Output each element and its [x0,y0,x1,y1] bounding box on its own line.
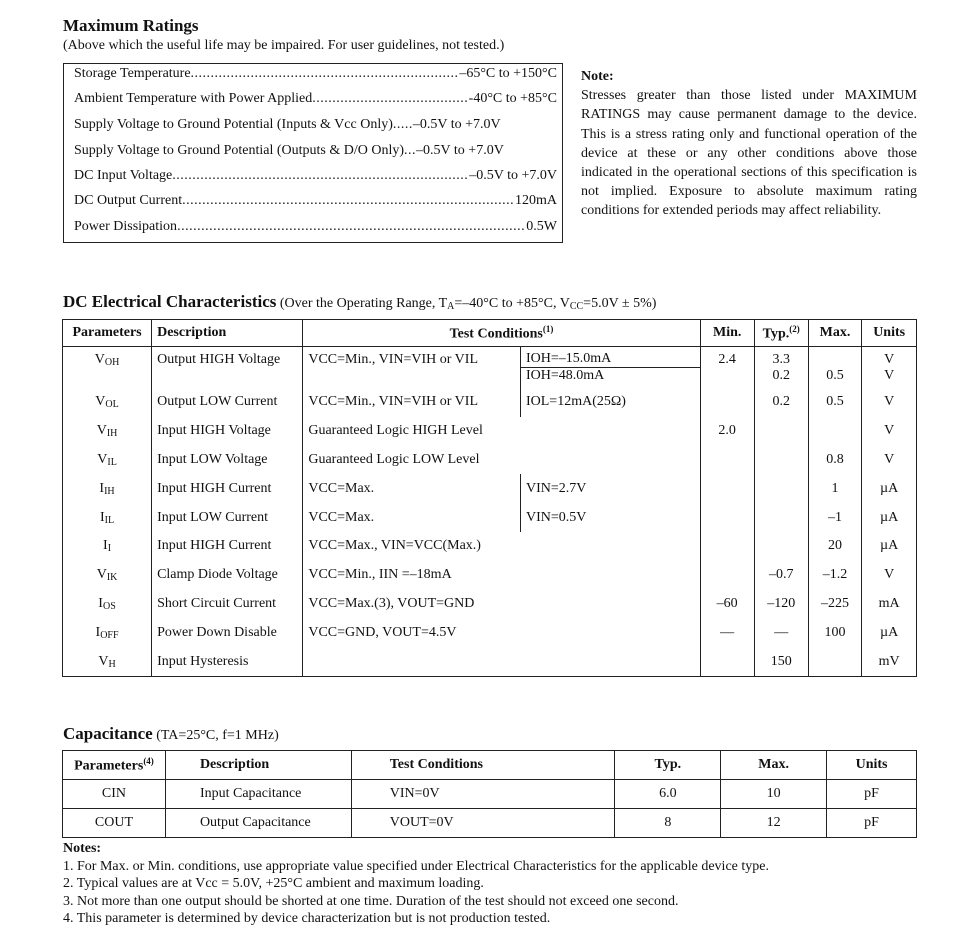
table-row [63,417,917,446]
units-value: mV [862,647,917,676]
dc-subtitle: (Over the Operating Range, $T_A=-40^\circ C$ to +85°C, $V_{CC}=5.0V \pm 5\%$) [279,296,657,312]
table-row [63,368,917,389]
units-value: V [862,368,917,389]
min-value [700,647,754,676]
footnote-item: 4. This parameter is determined by device characterization but is not production tested. [63,911,551,926]
param-description: Input HIGH Voltage [152,417,303,446]
cap-cond: VOUT=0V [351,809,615,838]
table-row [63,590,917,619]
test-condition: Guaranteed Logic HIGH Level [303,417,700,446]
table-row [63,347,917,368]
typ-value: 0.2 [754,388,808,417]
max-ratings-title: Maximum Ratings [63,16,199,35]
min-value: 2.0 [700,417,754,446]
test-condition-2: IOL=12mA(25Ω) [520,388,700,417]
rating-row [74,91,557,107]
table-row [63,618,917,647]
rating-row [74,168,557,184]
max-value [808,647,862,676]
dc-table [62,319,917,677]
param-symbol: $I_{IH}$ [63,474,152,503]
table-row [63,532,917,561]
rating-row [74,66,557,82]
test-condition: VCC=Max. [303,474,521,503]
cap-title: Capacitance [63,724,153,743]
footnote-item: 1. For Max. or Min. conditions, use appropriate value specified under Electrical Characteristics for the applicable device type. [63,858,769,874]
max-value [808,347,862,368]
max-value: 100 [808,618,862,647]
note-title: Note: [581,69,614,84]
cap-subtitle: (TA=25°C, f=1 MHz) [156,728,279,743]
cap-sym: CIN [63,780,166,809]
table-row [63,780,917,809]
param-description: Output HIGH Voltage [152,347,303,368]
footnote-item: 2. Typical values are at Vcc = 5.0V, +25°C ambient and maximum loading. [63,876,484,891]
typ-value: 3.3 [754,347,808,368]
footnote-item: 3. Not more than one output should be shorted at one time. Duration of the test should not exceed one second. [63,893,679,909]
param-symbol [63,368,152,389]
cap-sym: COUT [63,809,166,838]
table-row [63,446,917,475]
param-description: Output LOW Current [152,388,303,417]
cap-header-desc: Description [165,751,351,780]
test-condition: VCC=Max.(3), VOUT=GND [303,590,700,619]
typ-value: –120 [754,590,808,619]
param-description: Input HIGH Current [152,474,303,503]
max-ratings-box [63,63,563,243]
rating-label: Power Dissipation [74,219,178,234]
header-desc: Description [152,320,303,347]
param-symbol: $I_{OS}$ [63,590,152,619]
rating-row [74,193,557,209]
param-description: Clamp Diode Voltage [152,561,303,590]
max-value [808,417,862,446]
param-description: Power Down Disable [152,618,303,647]
typ-value [754,503,808,532]
header-typ: Typ.$^{(2)}$ [754,320,808,347]
param-symbol: $V_{OH}$ [63,347,152,368]
test-condition: VCC=Min., VIN=VIH or VIL [303,388,521,417]
cap-header-units: Units [827,751,917,780]
table-header-row [63,751,917,780]
cap-header-typ: Typ. [615,751,721,780]
cap-units: pF [827,780,917,809]
param-description: Input HIGH Current [152,532,303,561]
rating-row [74,143,557,159]
test-condition-2: IOH=48.0mA [520,368,700,389]
units-value: mA [862,590,917,619]
typ-value [754,532,808,561]
rating-label: DC Input Voltage [74,168,173,183]
table-row [63,561,917,590]
min-value [700,561,754,590]
max-value: –225 [808,590,862,619]
rating-label: Supply Voltage to Ground Potential (Outputs & D/O Only) [74,143,405,158]
test-condition: VCC=Min., VIN=VIH or VIL [303,347,521,368]
test-condition-2: VIN=2.7V [520,474,700,503]
typ-value: 0.2 [754,368,808,389]
cap-units: pF [827,809,917,838]
rating-value: –0.5V to +7.0V [469,168,557,183]
header-units: Units [862,320,917,347]
typ-value: –0.7 [754,561,808,590]
cap-header-cond: Test Conditions [351,751,615,780]
cap-desc: Output Capacitance [165,809,351,838]
param-description: Input LOW Voltage [152,446,303,475]
rating-label: Storage Temperature [74,66,191,81]
units-value: µA [862,618,917,647]
header-min: Min. [700,320,754,347]
max-ratings-subtitle: (Above which the useful life may be impaired. For user guidelines, not tested.) [63,38,505,53]
cap-typ: 8 [615,809,721,838]
table-row [63,647,917,676]
min-value [700,503,754,532]
param-symbol: $I_{IL}$ [63,503,152,532]
units-value: V [862,446,917,475]
max-value: 0.5 [808,368,862,389]
cap-heading [63,724,279,744]
table-row [63,503,917,532]
test-condition [303,368,521,389]
test-condition: VCC=Max., VIN=VCC(Max.) [303,532,700,561]
param-description: Short Circuit Current [152,590,303,619]
note-text: Stresses greater than those listed under MAXIMUM RATINGS may cause permanent damage to the device. This is a stress rating only and functional operation of the device at these or any other conditions above those indicated in the operational sections of this specification is not implied. Exposure to absolute maximum rating conditions for extended periods may affect reliability. [581,88,917,219]
cap-max: 12 [721,809,827,838]
cap-header-max: Max. [721,751,827,780]
typ-value: — [754,618,808,647]
test-condition: VCC=GND, VOUT=4.5V [303,618,700,647]
units-value: V [862,347,917,368]
param-symbol: $V_{IL}$ [63,446,152,475]
param-symbol: $V_{IH}$ [63,417,152,446]
param-symbol: $V_{OL}$ [63,388,152,417]
dc-heading [63,292,656,312]
test-condition: VCC=Min., IIN =–18mA [303,561,700,590]
dc-title: DC Electrical Characteristics [63,292,277,311]
min-value: –60 [700,590,754,619]
min-value: 2.4 [700,347,754,368]
test-condition: Guaranteed Logic LOW Level [303,446,700,475]
max-value: 0.8 [808,446,862,475]
param-description [152,368,303,389]
table-row [63,474,917,503]
max-value: –1 [808,503,862,532]
rating-value: -40°C to +85°C [468,91,557,106]
rating-label: DC Output Current [74,193,183,208]
max-value: 0.5 [808,388,862,417]
units-value: V [862,417,917,446]
min-value [700,368,754,389]
rating-value: –0.5V to +7.0V [412,117,501,132]
param-symbol: $V_H$ [63,647,152,676]
test-condition [303,647,700,676]
typ-value [754,446,808,475]
param-description: Input LOW Current [152,503,303,532]
rating-label: Supply Voltage to Ground Potential (Inputs & Vcc Only) [74,117,393,132]
typ-value [754,417,808,446]
test-condition: VCC=Max. [303,503,521,532]
max-value: 1 [808,474,862,503]
param-description: Input Hysteresis [152,647,303,676]
max-value: 20 [808,532,862,561]
stress-note [581,67,917,221]
capacitance-table [62,750,917,838]
units-value: V [862,388,917,417]
table-row [63,388,917,417]
rating-label: Ambient Temperature with Power Applied [74,91,313,106]
min-value [700,532,754,561]
rating-value: 0.5W [526,219,557,234]
rating-value: –0.5V to +7.0V [416,143,504,158]
param-symbol: $I_I$ [63,532,152,561]
test-condition-2: IOH=–15.0mA [520,347,700,368]
units-value: µA [862,474,917,503]
rating-row [74,219,557,235]
cap-typ: 6.0 [615,780,721,809]
notes-title: Notes: [63,841,102,856]
cap-desc: Input Capacitance [165,780,351,809]
rating-row [74,117,557,133]
footnotes [63,840,769,928]
header-params: Parameters [63,320,152,347]
min-value [700,388,754,417]
typ-value: 150 [754,647,808,676]
header-max: Max. [808,320,862,347]
header-cond: Test Conditions$^{(1)}$ [303,320,700,347]
rating-value: 120mA [515,193,557,208]
min-value [700,474,754,503]
units-value: V [862,561,917,590]
table-row [63,809,917,838]
units-value: µA [862,532,917,561]
table-header-row [63,320,917,347]
max-value: –1.2 [808,561,862,590]
param-symbol: $I_{OFF}$ [63,618,152,647]
min-value: — [700,618,754,647]
cap-header-params: Parameters$^{(4)}$ [63,751,166,780]
param-symbol: $V_{IK}$ [63,561,152,590]
min-value [700,446,754,475]
cap-cond: VIN=0V [351,780,615,809]
cap-max: 10 [721,780,827,809]
rating-value: –65°C to +150°C [459,66,557,81]
typ-value [754,474,808,503]
test-condition-2: VIN=0.5V [520,503,700,532]
units-value: µA [862,503,917,532]
